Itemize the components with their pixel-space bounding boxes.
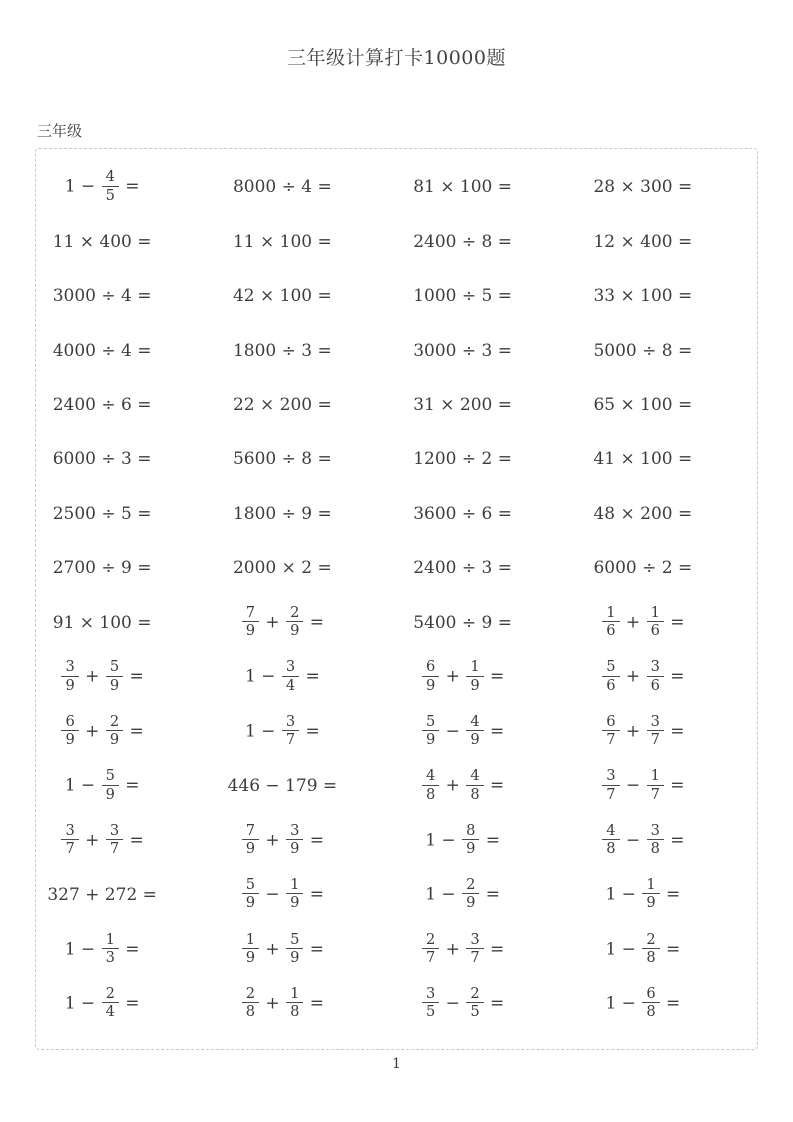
math-problem <box>12 977 192 1031</box>
math-problem <box>553 596 733 650</box>
math-problem <box>553 160 733 214</box>
math-problem <box>192 704 372 758</box>
math-expression: 28 × 300 = <box>593 177 693 198</box>
math-problem <box>12 922 192 976</box>
math-expression: 2400 ÷ 6 = <box>52 394 152 415</box>
math-problem <box>12 541 192 595</box>
math-problem <box>12 759 192 813</box>
fraction: $\frac{5}{9}$ <box>286 931 303 967</box>
math-expression: $\frac{7}{9}$ + $\frac{2}{9}$ = <box>241 605 324 641</box>
math-expression: 12 × 400 = <box>593 231 693 252</box>
math-problem <box>192 487 372 541</box>
math-expression: 31 × 200 = <box>413 394 513 415</box>
math-problem <box>12 704 192 758</box>
math-problem <box>12 813 192 867</box>
math-expression: 1 − $\frac{6}{8}$ = <box>605 985 681 1021</box>
fraction: $\frac{1}{6}$ <box>602 604 619 640</box>
math-expression: 1800 ÷ 9 = <box>232 503 332 524</box>
fraction: $\frac{3}{9}$ <box>286 822 303 858</box>
math-expression: 6000 ÷ 2 = <box>593 558 693 579</box>
math-expression: $\frac{5}{6}$ + $\frac{3}{6}$ = <box>601 659 684 695</box>
math-expression: 1000 ÷ 5 = <box>413 286 513 307</box>
math-expression: 1 − $\frac{8}{9}$ = <box>425 821 501 857</box>
math-expression: $\frac{5}{9}$ − $\frac{4}{9}$ = <box>421 714 504 750</box>
math-expression: $\frac{6}{9}$ + $\frac{1}{9}$ = <box>421 659 504 695</box>
math-problem <box>192 650 372 704</box>
math-problem <box>553 759 733 813</box>
math-problem <box>192 868 372 922</box>
math-expression: $\frac{5}{9}$ − $\frac{1}{9}$ = <box>241 877 324 913</box>
math-problem <box>553 487 733 541</box>
fraction: $\frac{3}{5}$ <box>422 985 439 1021</box>
fraction: $\frac{1}{9}$ <box>242 931 259 967</box>
math-expression: 5400 ÷ 9 = <box>413 612 513 633</box>
math-problem <box>12 432 192 486</box>
math-expression: $\frac{2}{7}$ + $\frac{3}{7}$ = <box>421 932 504 968</box>
fraction: $\frac{3}{8}$ <box>647 822 664 858</box>
math-problem <box>373 868 553 922</box>
fraction: $\frac{4}{5}$ <box>102 168 119 204</box>
fraction: $\frac{2}{4}$ <box>102 985 119 1021</box>
math-expression: 3600 ÷ 6 = <box>413 503 513 524</box>
fraction: $\frac{1}{9}$ <box>286 876 303 912</box>
fraction: $\frac{2}{8}$ <box>242 985 259 1021</box>
math-problem <box>192 596 372 650</box>
math-expression: 1200 ÷ 2 = <box>413 449 513 470</box>
fraction: $\frac{2}{8}$ <box>642 931 659 967</box>
math-problem <box>192 759 372 813</box>
math-expression: 1 − $\frac{3}{4}$ = <box>244 658 320 694</box>
fraction: $\frac{3}{7}$ <box>61 822 78 858</box>
math-problem <box>373 596 553 650</box>
math-expression: $\frac{6}{9}$ + $\frac{2}{9}$ = <box>60 714 143 750</box>
fraction: $\frac{4}{9}$ <box>466 713 483 749</box>
math-problem <box>553 813 733 867</box>
math-problem <box>373 432 553 486</box>
math-expression: 4000 ÷ 4 = <box>52 340 152 361</box>
math-problem <box>12 487 192 541</box>
math-problem <box>12 596 192 650</box>
math-expression: $\frac{7}{9}$ + $\frac{3}{9}$ = <box>241 823 324 859</box>
fraction: $\frac{6}{9}$ <box>422 658 439 694</box>
fraction: $\frac{2}{7}$ <box>422 931 439 967</box>
math-expression: $\frac{1}{9}$ + $\frac{5}{9}$ = <box>241 932 324 968</box>
math-expression: 1 − $\frac{2}{9}$ = <box>425 876 501 912</box>
fraction: $\frac{2}{5}$ <box>466 985 483 1021</box>
math-problem <box>373 922 553 976</box>
fraction: $\frac{5}{9}$ <box>242 876 259 912</box>
fraction: $\frac{3}{7}$ <box>466 931 483 967</box>
math-problem <box>373 214 553 268</box>
math-expression: 2400 ÷ 8 = <box>413 231 513 252</box>
math-expression: 65 × 100 = <box>593 394 693 415</box>
math-problem <box>373 813 553 867</box>
math-expression: 1 − $\frac{2}{8}$ = <box>605 930 681 966</box>
math-expression: $\frac{4}{8}$ − $\frac{3}{8}$ = <box>601 823 684 859</box>
math-expression: 1 − $\frac{4}{5}$ = <box>64 168 140 204</box>
math-expression: 42 × 100 = <box>232 286 332 307</box>
fraction: $\frac{3}{9}$ <box>61 658 78 694</box>
math-expression: 1 − $\frac{1}{3}$ = <box>64 930 140 966</box>
grade-label: 三年级 <box>37 122 83 140</box>
math-expression: $\frac{2}{8}$ + $\frac{1}{8}$ = <box>241 986 324 1022</box>
math-problem <box>192 214 372 268</box>
math-expression: 1 − $\frac{2}{4}$ = <box>64 985 140 1021</box>
math-expression: 48 × 200 = <box>593 503 693 524</box>
math-problem <box>192 922 372 976</box>
math-expression: $\frac{3}{9}$ + $\frac{5}{9}$ = <box>60 659 143 695</box>
fraction: $\frac{8}{9}$ <box>462 822 479 858</box>
fraction: $\frac{1}{3}$ <box>102 931 119 967</box>
math-problem <box>192 323 372 377</box>
math-expression: 33 × 100 = <box>593 286 693 307</box>
math-problem <box>12 378 192 432</box>
fraction: $\frac{3}{7}$ <box>647 713 664 749</box>
math-problem <box>192 432 372 486</box>
page-number: 1 <box>392 1056 401 1072</box>
math-problem <box>192 269 372 323</box>
fraction: $\frac{6}{7}$ <box>602 713 619 749</box>
math-expression: 3000 ÷ 4 = <box>52 286 152 307</box>
fraction: $\frac{5}{6}$ <box>602 658 619 694</box>
math-expression: 22 × 200 = <box>232 394 332 415</box>
math-problem <box>12 868 192 922</box>
math-expression: 2700 ÷ 9 = <box>52 558 152 579</box>
fraction: $\frac{1}{6}$ <box>647 604 664 640</box>
math-problem <box>553 378 733 432</box>
math-expression: 11 × 100 = <box>232 231 332 252</box>
math-problem <box>192 378 372 432</box>
math-expression: $\frac{1}{6}$ + $\frac{1}{6}$ = <box>601 605 684 641</box>
fraction: $\frac{3}{4}$ <box>282 658 299 694</box>
math-expression: 81 × 100 = <box>413 177 513 198</box>
math-problem <box>12 323 192 377</box>
math-expression: $\frac{3}{7}$ − $\frac{1}{7}$ = <box>601 768 684 804</box>
math-problem <box>553 922 733 976</box>
math-problem <box>373 704 553 758</box>
math-expression: 5600 ÷ 8 = <box>232 449 332 470</box>
math-expression: 2400 ÷ 3 = <box>413 558 513 579</box>
math-problem <box>373 541 553 595</box>
math-problem <box>373 650 553 704</box>
math-problem <box>12 160 192 214</box>
fraction: $\frac{7}{9}$ <box>242 604 259 640</box>
math-problem <box>373 323 553 377</box>
math-problem <box>373 977 553 1031</box>
problems-grid <box>12 149 733 1049</box>
math-expression: 1800 ÷ 3 = <box>232 340 332 361</box>
math-expression: $\frac{3}{5}$ − $\frac{2}{5}$ = <box>421 986 504 1022</box>
fraction: $\frac{3}{7}$ <box>106 822 123 858</box>
math-problem <box>192 977 372 1031</box>
math-problem <box>373 759 553 813</box>
fraction: $\frac{2}{9}$ <box>286 604 303 640</box>
math-expression: 5000 ÷ 8 = <box>593 340 693 361</box>
math-expression: $\frac{4}{8}$ + $\frac{4}{8}$ = <box>421 768 504 804</box>
fraction: $\frac{3}{6}$ <box>647 658 664 694</box>
math-expression: $\frac{6}{7}$ + $\frac{3}{7}$ = <box>601 714 684 750</box>
math-expression: 41 × 100 = <box>593 449 693 470</box>
math-problem <box>553 704 733 758</box>
math-problem <box>192 813 372 867</box>
problems-box <box>35 148 758 1050</box>
math-problem <box>373 269 553 323</box>
math-expression: 1 − $\frac{1}{9}$ = <box>605 876 681 912</box>
math-problem <box>553 323 733 377</box>
fraction: $\frac{2}{9}$ <box>106 713 123 749</box>
worksheet-title: 三年级计算打卡10000题 <box>287 47 506 69</box>
fraction: $\frac{5}{9}$ <box>106 658 123 694</box>
fraction: $\frac{3}{7}$ <box>282 713 299 749</box>
fraction: $\frac{5}{9}$ <box>422 713 439 749</box>
math-problem <box>553 269 733 323</box>
fraction: $\frac{1}{7}$ <box>647 767 664 803</box>
fraction: $\frac{4}{8}$ <box>422 767 439 803</box>
fraction: $\frac{1}{8}$ <box>286 985 303 1021</box>
math-expression: 1 − $\frac{3}{7}$ = <box>244 712 320 749</box>
math-problem <box>553 541 733 595</box>
math-problem <box>373 487 553 541</box>
math-expression: 1 − $\frac{5}{9}$ = <box>64 767 140 803</box>
math-problem <box>373 160 553 214</box>
math-problem <box>192 541 372 595</box>
math-problem <box>373 378 553 432</box>
fraction: $\frac{4}{8}$ <box>466 767 483 803</box>
fraction: $\frac{6}{9}$ <box>61 713 78 749</box>
math-problem <box>553 868 733 922</box>
math-expression: 2500 ÷ 5 = <box>52 503 152 524</box>
fraction: $\frac{4}{8}$ <box>602 822 619 858</box>
math-expression: 327 + 272 = <box>47 884 157 905</box>
math-expression: 91 × 100 = <box>52 612 152 633</box>
math-problem <box>553 214 733 268</box>
fraction: $\frac{6}{8}$ <box>642 985 659 1021</box>
math-problem <box>553 432 733 486</box>
math-problem <box>12 269 192 323</box>
math-problem <box>553 650 733 704</box>
math-problem <box>12 214 192 268</box>
math-expression: 11 × 400 = <box>52 231 152 252</box>
math-problem <box>12 650 192 704</box>
math-problem <box>553 977 733 1031</box>
fraction: $\frac{3}{7}$ <box>602 767 619 803</box>
math-expression: 446 − 179 = <box>227 776 338 797</box>
math-expression: 6000 ÷ 3 = <box>52 449 152 470</box>
fraction: $\frac{1}{9}$ <box>466 658 483 694</box>
math-expression: 8000 ÷ 4 = <box>232 177 332 198</box>
fraction: $\frac{2}{9}$ <box>462 876 479 912</box>
math-problem <box>192 160 372 214</box>
fraction: $\frac{1}{9}$ <box>642 876 659 912</box>
fraction: $\frac{5}{9}$ <box>102 767 119 803</box>
math-expression: 2000 × 2 = <box>232 558 332 579</box>
math-expression: 3000 ÷ 3 = <box>413 340 513 361</box>
math-expression: $\frac{3}{7}$ + $\frac{3}{7}$ = <box>60 823 143 859</box>
fraction: $\frac{7}{9}$ <box>242 822 259 858</box>
